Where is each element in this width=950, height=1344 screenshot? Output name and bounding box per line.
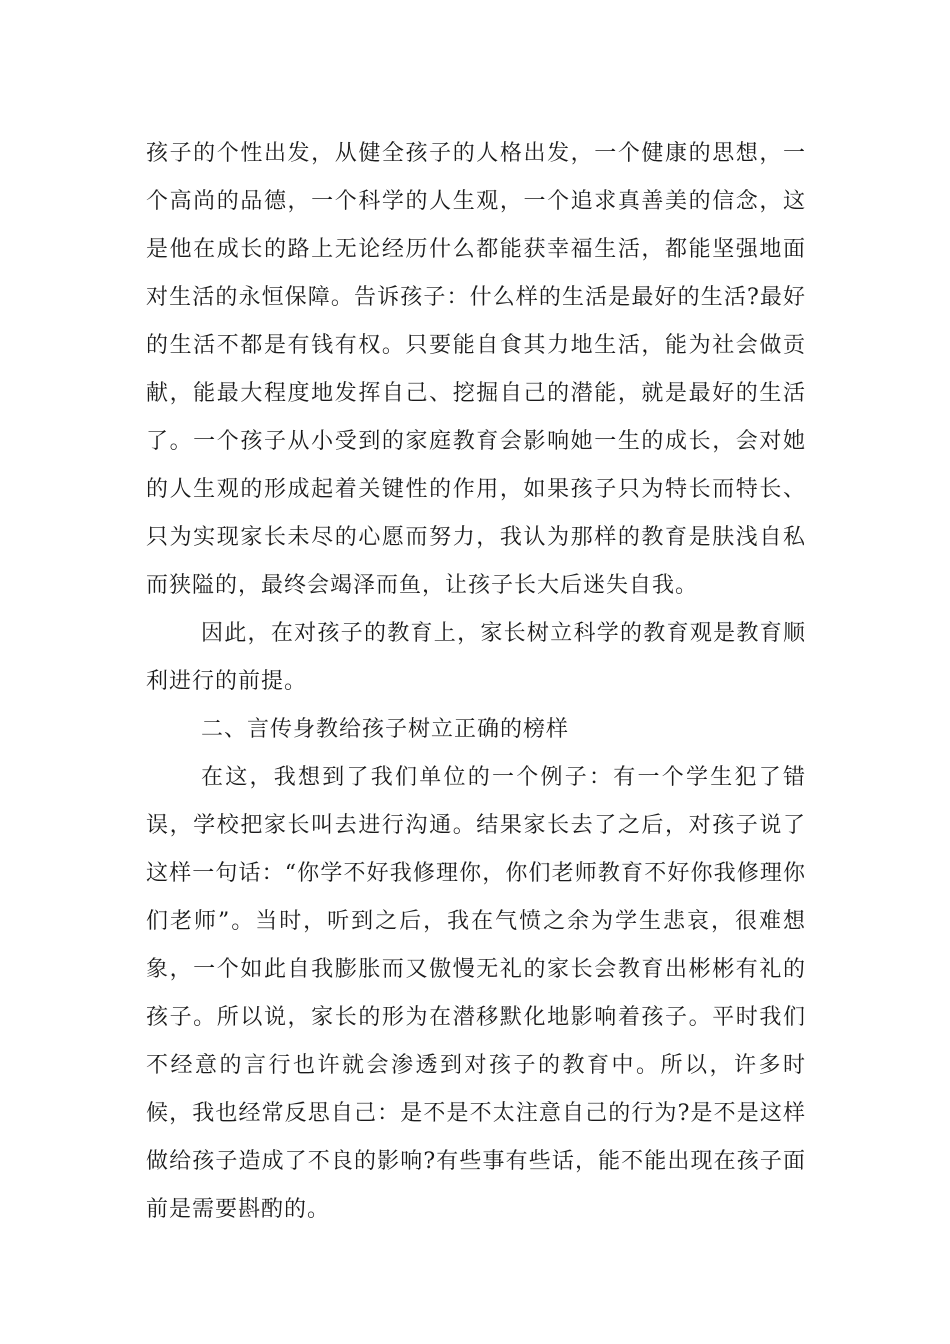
- section-heading: 二、言传身教给孩子树立正确的榜样: [201, 717, 570, 742]
- paragraph-continuation: 孩子的个性出发，从健全孩子的人格出发，一个健康的思想，一个高尚的品德，一个科学的人生观，一个追求真善美的信念，这是他在成长的路上无论经历什么都能获幸福生活，都能坚强地面对生活的永恒保障。告诉孩子：什么样的生活是最好的生活?最好的生活不都是有钱有权。只要能自食其力地生活，能为社会做贡献，能最大程度地发挥自己、挖掘自己的潜能，就是最好的生活了。一个孩子从小受到的家庭教育会影响她一生的成长，会对她的人生观的形成起着关键性的作用，如果孩子只为特长而特长、只为实现家长未尽的心愿而努力，我认为那样的教育是肤浅自私而狭隘的，最终会竭泽而鱼，让孩子长大后迷失自我。: [146, 141, 806, 598]
- paragraph-example: 在这，我想到了我们单位的一个例子：有一个学生犯了错误，学校把家长叫去进行沟通。结果家长去了之后，对孩子说了这样一句话：“你学不好我修理你，你们老师教育不好你我修理你们老师”。当时，听到之后，我在气愤之余为学生悲哀，很难想象，一个如此自我膨胀而又傲慢无礼的家长会教育出彬彬有礼的孩子。所以说，家长的形为在潜移默化地影响着孩子。平时我们不经意的言行也许就会渗透到对孩子的教育中。所以，许多时候，我也经常反思自己：是不是不太注意自己的行为?是不是这样做给孩子造成了不良的影响?有些事有些话，能不能出现在孩子面前是需要斟酌的。: [146, 765, 806, 1222]
- paragraph-conclusion: 因此，在对孩子的教育上，家长树立科学的教育观是教育顺利进行的前提。: [146, 621, 806, 694]
- document-body: [146, 130, 806, 1234]
